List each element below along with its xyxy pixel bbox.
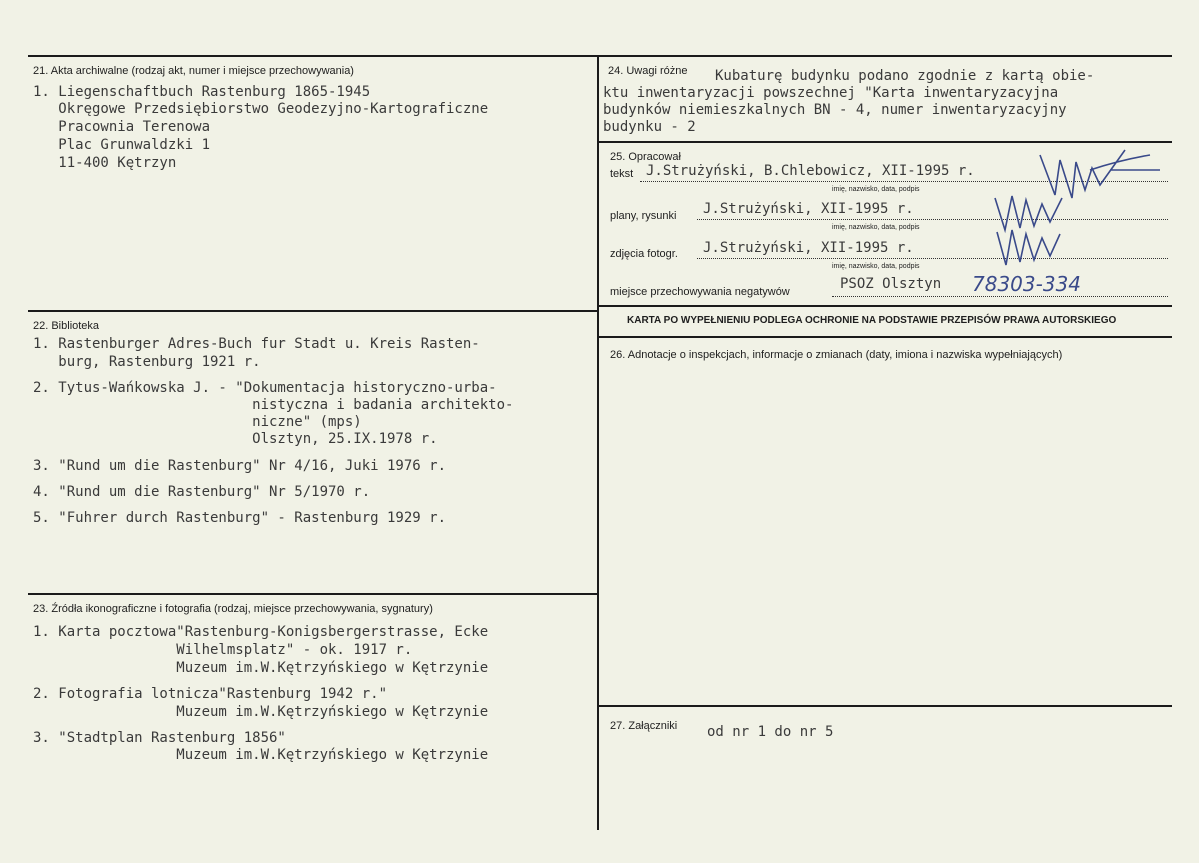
field-23-label: 23. Źródła ikonograficzne i fotografia (rodzaj, miejsce przechowywania, sygnatury) (33, 603, 433, 615)
rule-26-27 (597, 705, 1172, 707)
center-rule (597, 55, 599, 830)
field-23-item: Muzeum im.W.Kętrzyńskiego w Kętrzynie (33, 660, 489, 676)
zdjecia-caption: imię, nazwisko, data, podpis (832, 263, 920, 270)
field-21-line: 11-400 Kętrzyn (33, 155, 177, 171)
field-27-value: od nr 1 do nr 5 (707, 724, 834, 740)
field-21-line: Pracownia Terenowa (33, 119, 211, 135)
field-23-item: Wilhelmsplatz" - ok. 1917 r. (33, 642, 413, 658)
rule-21-22 (28, 310, 598, 312)
copyright-notice: KARTA PO WYPEŁNIENIU PODLEGA OCHRONIE NA PODSTAWIE PRZEPISÓW PRAWA AUTORSKIEGO (627, 315, 1117, 326)
negatywy-value: PSOZ Olsztyn (840, 276, 942, 292)
field-22-item: 5. "Fuhrer durch Rastenburg" - Rastenburg 1929 r. (33, 510, 447, 526)
signature-zdjecia (992, 220, 1072, 270)
zdjecia-label: zdjęcia fotogr. (610, 248, 678, 260)
negatywy-handwritten: 78303-334 (972, 272, 1082, 296)
field-24-label: 24. Uwagi różne (608, 65, 688, 77)
field-25-label: 25. Opracował (610, 151, 681, 163)
field-21-line: Okręgowe Przedsiębiorstwo Geodezyjno-Kartograficzne (33, 101, 489, 117)
field-22-item: burg, Rastenburg 1921 r. (33, 354, 261, 370)
top-rule (28, 55, 1172, 57)
zdjecia-dotline (697, 258, 1168, 259)
tekst-caption: imię, nazwisko, data, podpis (832, 186, 920, 193)
plany-caption: imię, nazwisko, data, podpis (832, 224, 920, 231)
field-21-label: 21. Akta archiwalne (rodzaj akt, numer i miejsce przechowywania) (33, 65, 354, 77)
field-23-item: 2. Fotografia lotnicza"Rastenburg 1942 r." (33, 686, 388, 702)
field-22-item: 4. "Rund um die Rastenburg" Nr 5/1970 r. (33, 484, 371, 500)
tekst-value: J.Strużyński, B.Chlebowicz, XII-1995 r. (646, 163, 975, 179)
field-23-item: 1. Karta pocztowa"Rastenburg-Konigsbergerstrasse, Ecke (33, 624, 489, 640)
plany-dotline (697, 219, 1168, 220)
zdjecia-value: J.Strużyński, XII-1995 r. (703, 240, 914, 256)
plany-value: J.Strużyński, XII-1995 r. (703, 201, 914, 217)
field-22-label: 22. Biblioteka (33, 320, 100, 332)
field-21-line: Plac Grunwaldzki 1 (33, 137, 211, 153)
field-26-label: 26. Adnotacje o inspekcjach, informacje o zmianach (daty, imiona i nazwiska wypełniających) (610, 349, 1063, 361)
tekst-label: tekst (610, 168, 634, 180)
field-27-label: 27. Załączniki (610, 720, 678, 732)
negatywy-label: miejsce przechowywania negatywów (610, 286, 790, 298)
field-23-item: 3. "Stadtplan Rastenburg 1856" (33, 730, 286, 746)
field-22-item: Olsztyn, 25.IX.1978 r. (33, 431, 438, 447)
rule-22-23 (28, 593, 598, 595)
field-24-line: ktu inwentaryzacji powszechnej "Karta inwentaryzacyjna (603, 85, 1059, 101)
field-22-item: niczne" (mps) (33, 414, 362, 430)
field-22-item: 1. Rastenburger Adres-Buch fur Stadt u. Kreis Rasten- (33, 336, 480, 352)
field-22-item: 2. Tytus-Wańkowska J. - "Dokumentacja historyczno-urba- (33, 380, 497, 396)
field-22-item: 3. "Rund um die Rastenburg" Nr 4/16, Juki 1976 r. (33, 458, 447, 474)
field-24-line: budynku - 2 (603, 119, 696, 135)
field-24-line: budynków niemieszkalnych BN - 4, numer inwentaryzacyjny (603, 102, 1067, 118)
negatywy-dotline (832, 296, 1168, 297)
field-22-item: nistyczna i badania architekto- (33, 397, 514, 413)
field-23-item: Muzeum im.W.Kętrzyńskiego w Kętrzynie (33, 747, 489, 763)
rule-25-notice (597, 305, 1172, 307)
plany-label: plany, rysunki (610, 210, 677, 222)
rule-notice-26 (597, 336, 1172, 338)
field-23-item: Muzeum im.W.Kętrzyńskiego w Kętrzynie (33, 704, 489, 720)
field-24-first-line: Kubaturę budynku podano zgodnie z kartą obie- (715, 68, 1095, 84)
field-21-line: 1. Liegenschaftbuch Rastenburg 1865-1945 (33, 84, 371, 100)
